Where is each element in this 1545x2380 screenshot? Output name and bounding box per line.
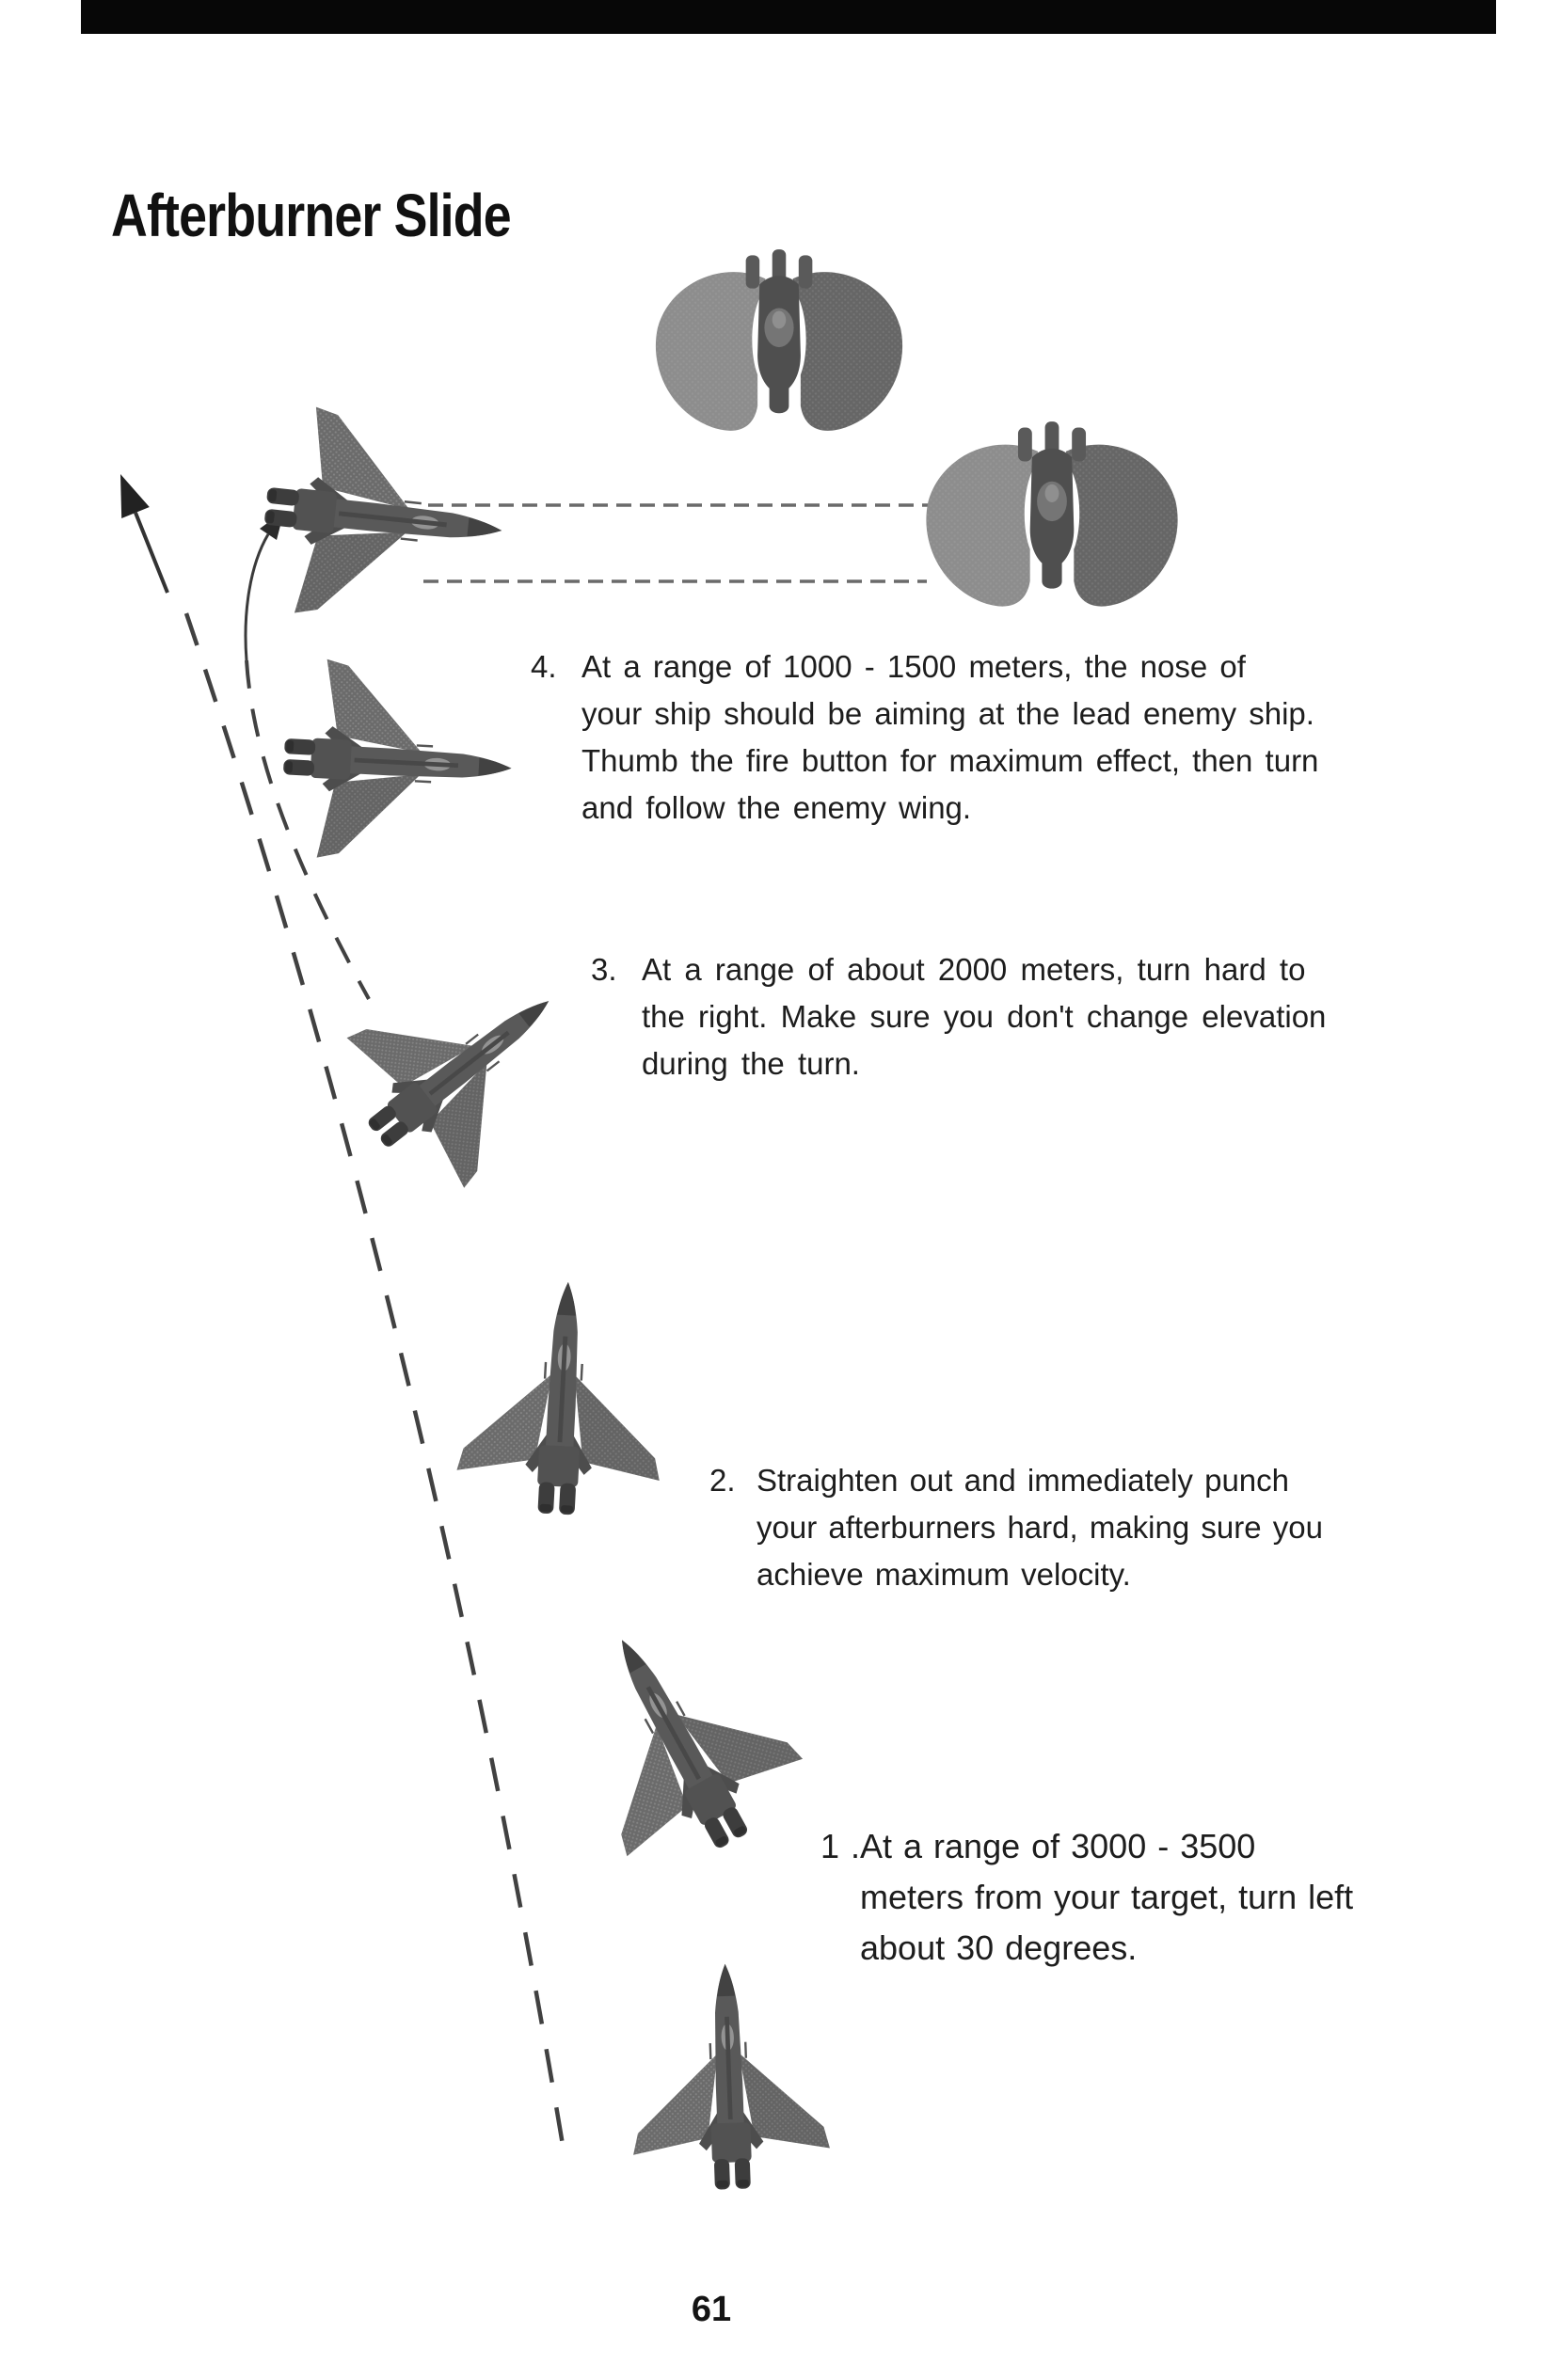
velocity-arrow-icon <box>120 474 167 593</box>
page-number: 61 <box>691 2290 732 2329</box>
enemy-ship-wingman-icon <box>926 421 1177 606</box>
step-3-number: 3. <box>591 952 617 987</box>
step-1-line-1: At a range of 3000 - 3500 <box>860 1827 1256 1865</box>
step-1-line-3: about 30 degrees. <box>860 1928 1138 1967</box>
step-2-number: 2. <box>709 1463 736 1498</box>
step-4-line-3: Thumb the fire button for maximum effect, then turn <box>581 743 1319 778</box>
step-3-text <box>591 946 1362 1087</box>
player-ship-step2-straighten-icon <box>454 1277 669 1519</box>
step-2-line-3: achieve maximum velocity. <box>757 1557 1131 1592</box>
player-ship-step1-turn-left-icon <box>534 1592 821 1890</box>
step-4-line-4: and follow the enemy wing. <box>581 790 972 825</box>
step-2-line-2: your afterburners hard, making sure you <box>757 1510 1323 1545</box>
step-2-line-1: Straighten out and immediately punch <box>757 1463 1290 1498</box>
player-ship-step3-hard-right-icon <box>318 926 607 1210</box>
player-ship-step4-approach-icon <box>279 658 517 868</box>
step-2 <box>709 1457 1368 1598</box>
step-4-number: 4. <box>531 649 557 684</box>
step-1-number: 1 . <box>820 1827 861 1865</box>
targeting-dashed-lines <box>423 505 930 581</box>
step-3-line-1: At a range of about 2000 meters, turn hard to <box>642 952 1306 987</box>
trajectory-dashed-line <box>186 613 565 2156</box>
page-title: Afterburner Slide <box>111 182 511 249</box>
step-4-line-1: At a range of 1000 - 1500 meters, the nose of <box>581 649 1246 684</box>
step-3 <box>591 946 1362 1087</box>
step-1 <box>820 1821 1354 1974</box>
player-ship-start-icon <box>627 1960 831 2193</box>
step-1-line-2: meters from your target, turn left <box>860 1878 1354 1916</box>
step-4-line-2: your ship should be aiming at the lead enemy ship. <box>581 696 1314 731</box>
step-3-line-3: during the turn. <box>642 1046 860 1081</box>
step-2-text <box>709 1457 1368 1598</box>
step-4-text <box>531 643 1359 832</box>
enemy-ship-lead-icon <box>656 249 902 431</box>
player-ship-step4-fire-icon <box>255 403 513 633</box>
step-1-text <box>820 1821 1354 1974</box>
step-4 <box>531 643 1359 832</box>
step-3-line-2: the right. Make sure you don't change elevation <box>642 999 1327 1034</box>
